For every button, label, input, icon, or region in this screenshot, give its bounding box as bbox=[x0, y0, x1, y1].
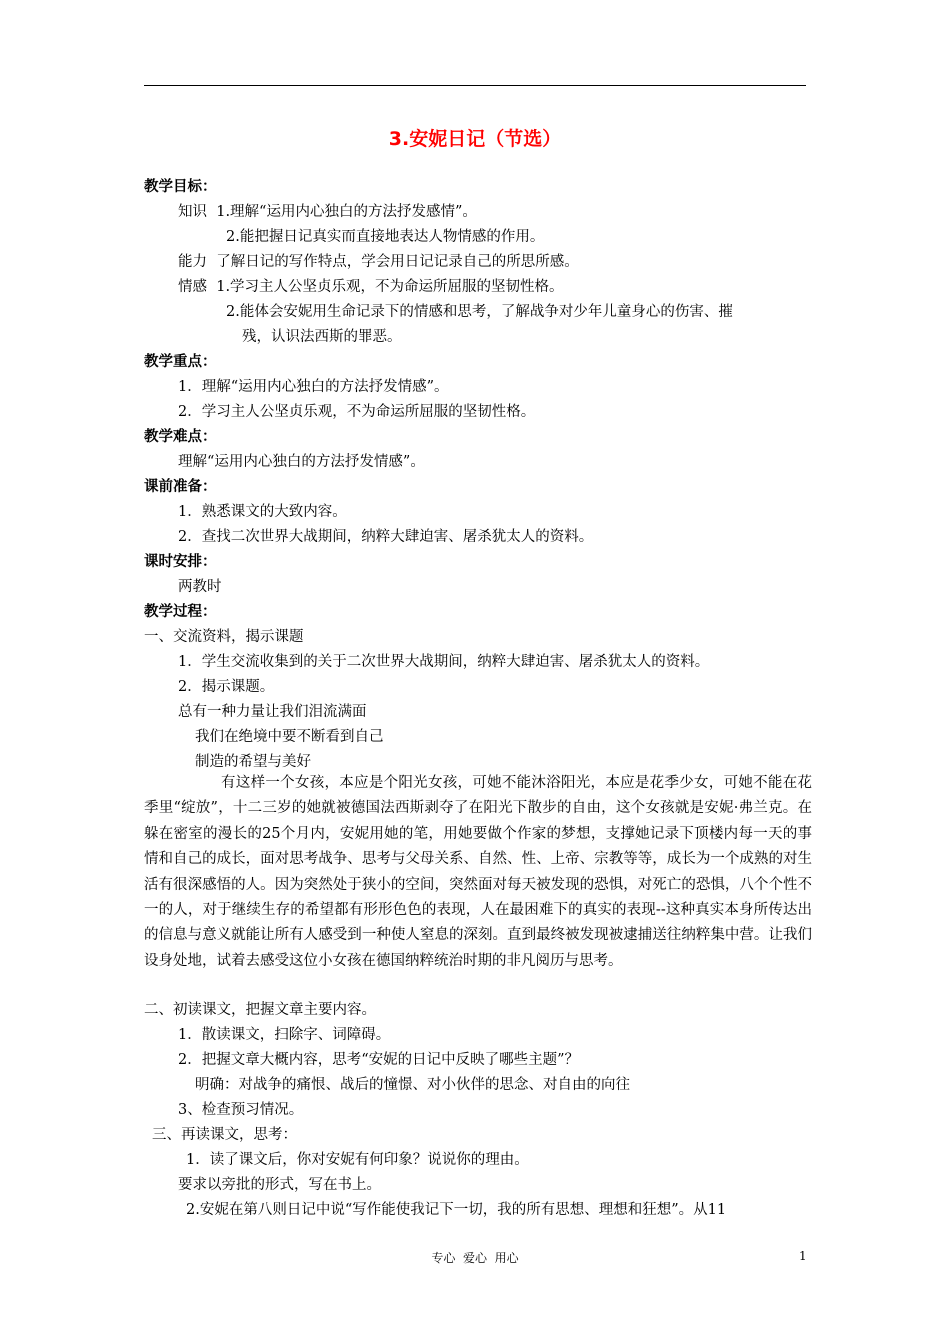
section-2-item-2: 2．把握文章大概内容，思考“安妮的日记中反映了哪些主题”？ bbox=[178, 1052, 580, 1068]
section-1-title: 一、交流资料，揭示课题 bbox=[144, 629, 304, 645]
heading-key-points: 教学重点： bbox=[144, 354, 217, 370]
footer-motto: 专心 爱心 用心 bbox=[431, 1251, 519, 1265]
section-2-item-3: 3、检查预习情况。 bbox=[178, 1102, 304, 1118]
section-3-item-2: 2.安妮在第八则日记中说“写作能使我记下一切，我的所有思想、理想和狂想”。从11 bbox=[186, 1202, 727, 1218]
document-title: 3.安妮日记（节选） bbox=[388, 128, 562, 150]
section-3-item-1: 1．读了课文后，你对安妮有何印象？说说你的理由。 bbox=[186, 1152, 529, 1168]
goal-knowledge-2: 2.能把握日记真实而直接地表达人物情感的作用。 bbox=[226, 229, 545, 245]
section-2-item-1: 1．散读课文，扫除字、词障碍。 bbox=[178, 1027, 391, 1043]
preparation-2: 2．查找二次世界大战期间，纳粹大肆迫害、屠杀犹太人的资料。 bbox=[178, 529, 594, 545]
heading-teaching-process: 教学过程： bbox=[144, 604, 217, 620]
section-2-item-2-answer: 明确：对战争的痛恨、战后的憧憬、对小伙伴的思念、对自由的向往 bbox=[195, 1077, 630, 1093]
heading-preparation: 课前准备： bbox=[144, 479, 217, 495]
intro-paragraph: 有这样一个女孩，本应是个阳光女孩，可她不能沐浴阳光，本应是花季少女，可她不能在花季里“绽放”，十二三岁的她就被德国法西斯剥夺了在阳光下散步的自由，这个女孩就是安妮·弗兰克。在躲在密室的漫长的25个月内，安妮用她的笔，用她要做个作家的梦想，支撑她记录下顶楼内每一天的事情和自己的成长，面对思考战争、思考与父母关系、自然、性、上帝、宗教等等，成长为一个成熟的对生活有很深感悟的人。因为突然处于狭小的空间，突然面对每天被发现的恐惧，对死亡的恐惧，八个个性不一的人，对于继续生存的希望都有形形色色的表现，人在最困难下的真实的表现--这种真实本身所传达出的信息与意义就能让所有人感受到一种使人窒息的深刻。直到最终被发现被逮捕送往纳粹集中营。让我们设身处地，试着去感受这位小女孩在德国纳粹统治时期的非凡阅历与思考。 bbox=[144, 775, 812, 969]
preparation-1: 1．熟悉课文的大致内容。 bbox=[178, 504, 347, 520]
section-1-item-1: 1．学生交流收集到的关于二次世界大战期间，纳粹大肆迫害、屠杀犹太人的资料。 bbox=[178, 654, 710, 670]
poem-line-1: 总有一种力量让我们泪流满面 bbox=[178, 704, 367, 720]
section-1-item-2: 2．揭示课题。 bbox=[178, 679, 275, 695]
difficult-point-1: 理解“运用内心独白的方法抒发情感”。 bbox=[178, 454, 425, 470]
schedule-1: 两教时 bbox=[178, 579, 222, 595]
poem-line-3: 制造的希望与美好 bbox=[195, 754, 311, 770]
goal-ability: 能力 了解日记的写作特点，学会用日记记录自己的所思所感。 bbox=[178, 254, 579, 270]
goal-emotion-2-line-1: 2.能体会安妮用生命记录下的情感和思考，了解战争对少年儿童身心的伤害、摧 bbox=[226, 304, 733, 320]
section-3-item-1-note: 要求以旁批的形式，写在书上。 bbox=[178, 1177, 381, 1193]
page-number: 1 bbox=[799, 1249, 807, 1263]
heading-difficult-points: 教学难点： bbox=[144, 429, 217, 445]
heading-teaching-goals: 教学目标： bbox=[144, 179, 217, 195]
section-3-title: 三、再读课文，思考： bbox=[152, 1127, 297, 1143]
goal-emotion-2-line-2: 残，认识法西斯的罪恶。 bbox=[242, 329, 402, 345]
heading-schedule: 课时安排： bbox=[144, 554, 217, 570]
poem-line-2: 我们在绝境中要不断看到自己 bbox=[195, 729, 384, 745]
goal-knowledge-1: 知识 1.理解“运用内心独白的方法抒发感情”。 bbox=[178, 204, 477, 220]
goal-emotion-1: 情感 1.学习主人公坚贞乐观，不为命运所屈服的坚韧性格。 bbox=[178, 279, 564, 295]
key-point-2: 2．学习主人公坚贞乐观，不为命运所屈服的坚韧性格。 bbox=[178, 404, 536, 420]
key-point-1: 1．理解“运用内心独白的方法抒发情感”。 bbox=[178, 379, 449, 395]
section-2-title: 二、初读课文，把握文章主要内容。 bbox=[144, 1002, 376, 1018]
header-rule bbox=[144, 85, 806, 86]
